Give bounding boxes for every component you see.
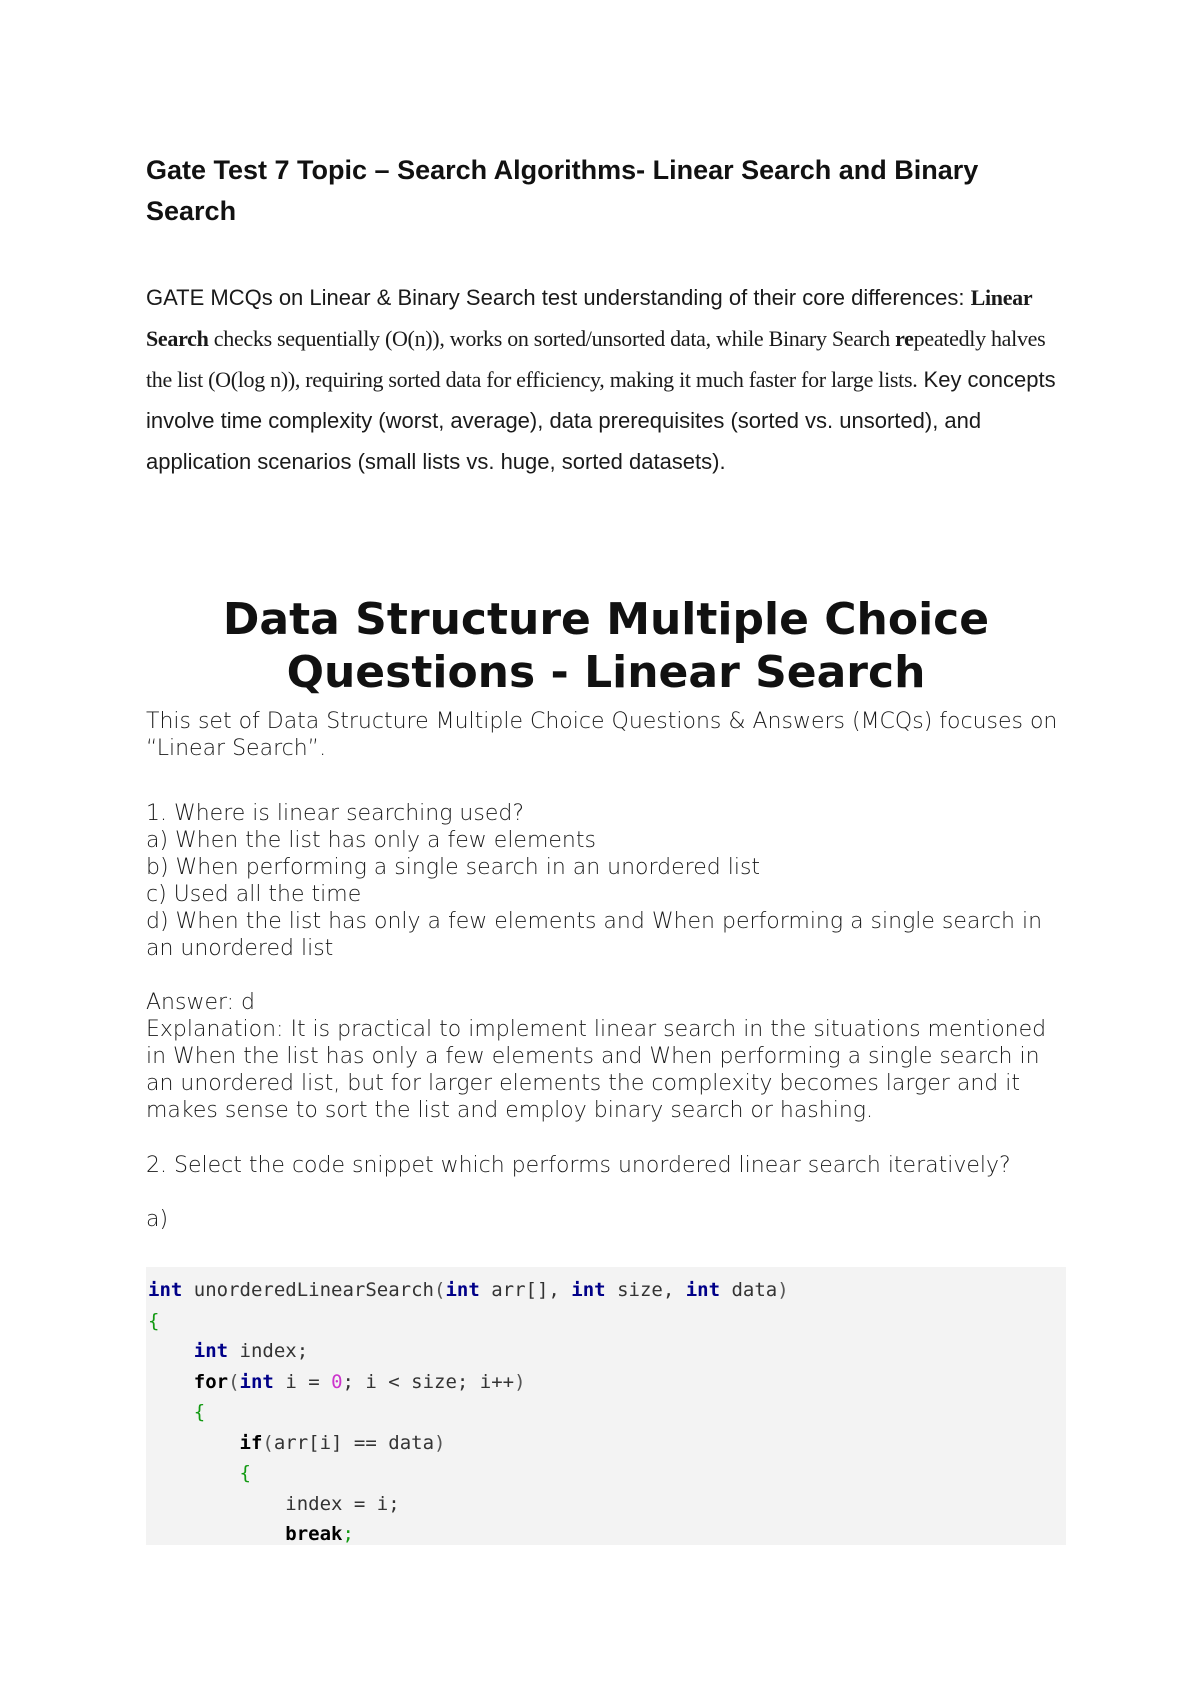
code-snippet: int unorderedLinearSearch(int arr[], int size, int data) { int index; for(int i = 0; i < size; i++) { if(arr[i] == data) { index = i; break;	[148, 1279, 789, 1545]
section-description: This set of Data Structure Multiple Choice Questions & Answers (MCQs) focuses on “Linear Search”.	[146, 709, 1058, 761]
question-1-explanation: Explanation: It is practical to implement linear search in the situations mentioned in When the list has only a few elements and When performing a single search in an unordered list, but for larger elements the complexity becomes larger and it makes sense to sort the list and employ binary search or hashing.	[146, 1017, 1047, 1123]
question-1-option-a: a) When the list has only a few elements	[146, 828, 596, 853]
question-1-option-b: b) When performing a single search in an unordered list	[146, 855, 761, 880]
question-2-text: 2. Select the code snippet which performs unordered linear search iteratively?	[146, 1153, 1011, 1178]
intro-part3: peatedly halves the list (O(log n)), requiring sorted data for efficiency, making it much faster for large lists.	[146, 326, 1046, 392]
code-fn-name: unorderedLinearSearch	[182, 1279, 434, 1301]
intro-bold-re: re	[895, 326, 914, 351]
question-1-answer: Answer: d	[146, 990, 256, 1015]
gate-test-title: Gate Test 7 Topic – Search Algorithms- Linear Search and Binary Search	[146, 155, 979, 226]
intro-bold-linear: Linear Search	[146, 285, 1032, 351]
question-1-option-d: d) When the list has only a few elements and When performing a single search in an unordered list	[146, 909, 1043, 961]
intro-paragraph	[146, 277, 1076, 482]
question-1-option-c: c) Used all the time	[146, 882, 362, 907]
question-1-text: 1. Where is linear searching used?	[146, 801, 525, 826]
code-kw-int: int	[148, 1279, 183, 1301]
question-2-option-a: a)	[146, 1207, 169, 1232]
section-title: Data Structure Multiple Choice Questions - Linear Search	[222, 594, 990, 698]
code-snippet-box	[146, 1267, 1066, 1545]
intro-part2: checks sequentially (O(n)), works on sorted/unsorted data, while Binary Search	[208, 326, 896, 351]
intro-part1: GATE MCQs on Linear & Binary Search test understanding of their core differences:	[146, 285, 971, 310]
intro-part4: Key concepts involve time complexity (worst, average), data prerequisites (sorted vs. unsorted), and application scenarios (small lists vs. huge, sorted datasets).	[146, 367, 1056, 474]
